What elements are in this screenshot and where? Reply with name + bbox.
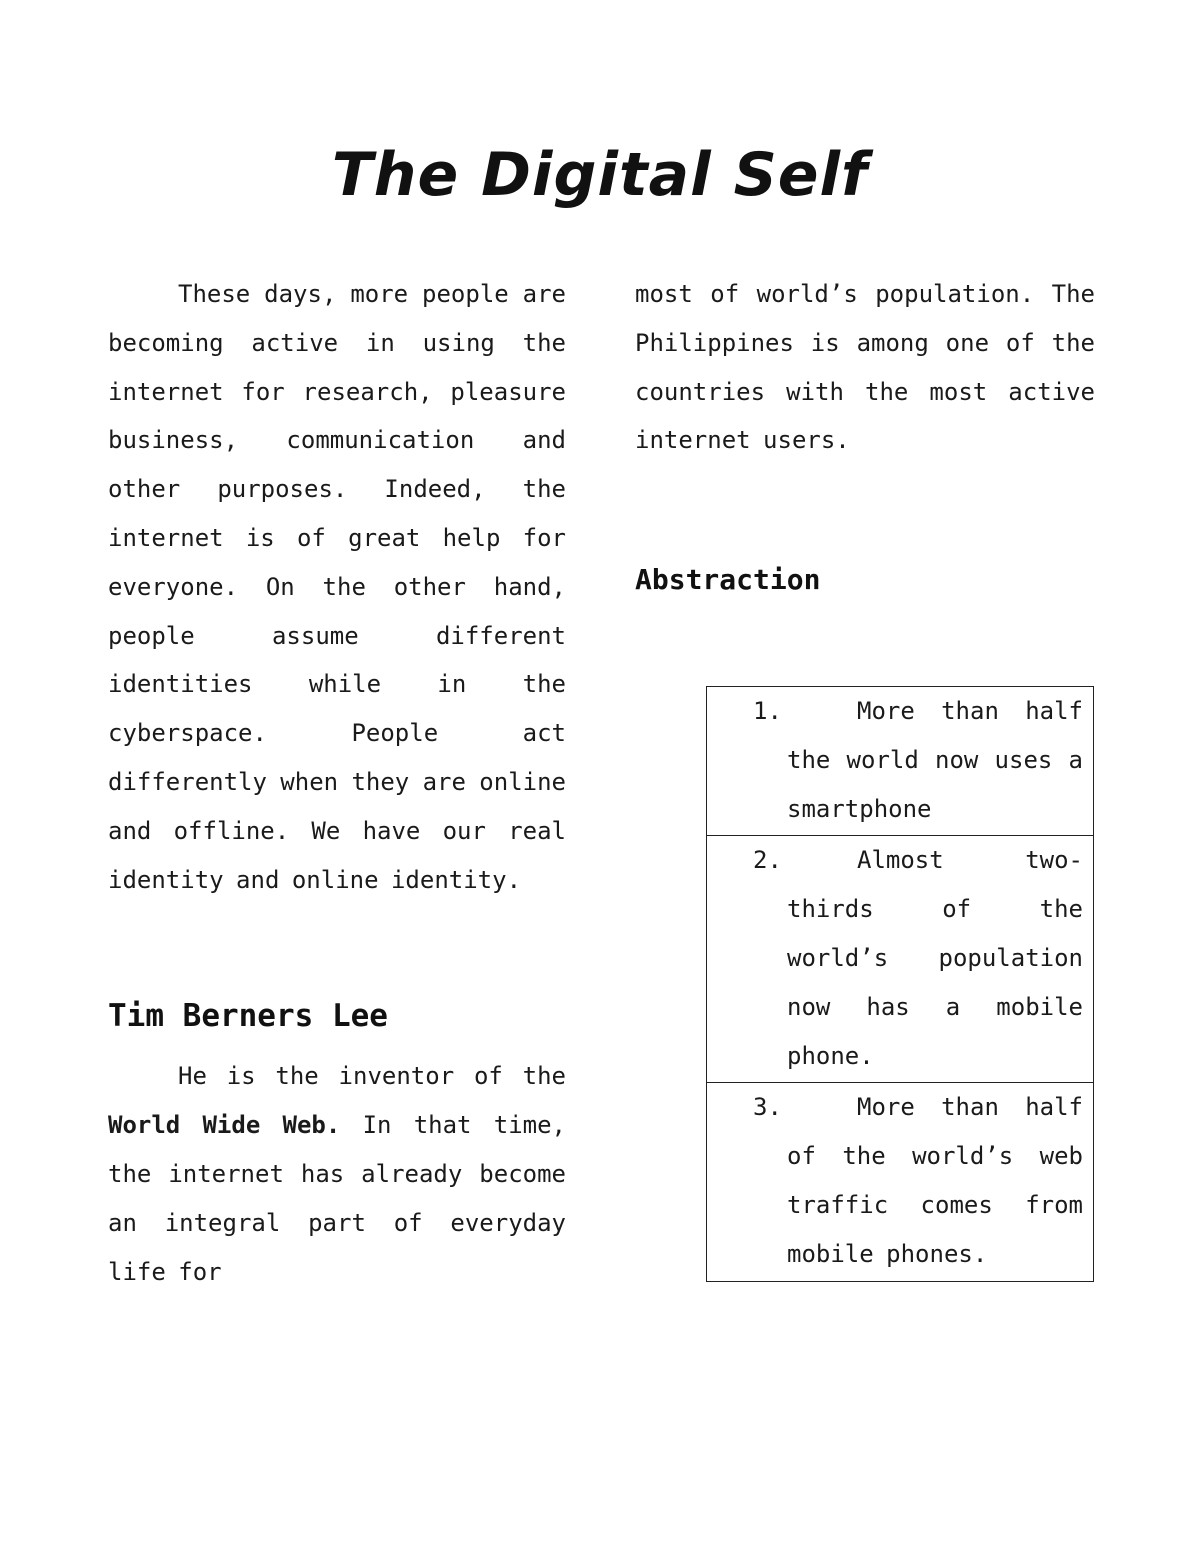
left-column (108, 270, 566, 1296)
intro-paragraph: These days, more people are becoming active in using the internet for research, pleasure business, communication and other purposes. Indeed, the internet is of great help for everyone. On the other hand, people assume different identities while in the cyberspace. People act differently when they are online and offline. We have our real identity and online identity. (108, 280, 566, 894)
fact-item (707, 687, 1093, 835)
section-heading-tim-berners-lee: Tim Berners Lee (108, 998, 388, 1035)
bio-bold-term: World Wide Web. (108, 1111, 341, 1140)
fact-number: 3. (753, 1093, 782, 1122)
continuation-paragraph: most of world’s population. The Philippines is among one of the countries with the most active internet users. (635, 280, 1095, 455)
facts-table (706, 686, 1094, 1282)
fact-text: Almost two-thirds of the world’s population now has a mobile phone. (787, 846, 1083, 1070)
section-heading-abstraction: Abstraction (635, 563, 821, 597)
fact-text: More than half the world now uses a smartphone (787, 697, 1083, 823)
right-column (635, 270, 1095, 596)
fact-text: More than half of the world’s web traffic comes from mobile phones. (787, 1093, 1083, 1268)
page-title: The Digital Self (331, 140, 869, 210)
fact-item (707, 1082, 1093, 1280)
bio-text-start: He is the inventor of the (178, 1062, 566, 1091)
fact-item (707, 835, 1093, 1082)
fact-number: 1. (753, 697, 782, 725)
fact-number: 2. (753, 846, 782, 875)
bio-text-end: In that time, the internet has already become an integral part of everyday life for (108, 1111, 566, 1286)
bio-paragraph (108, 1052, 566, 1296)
